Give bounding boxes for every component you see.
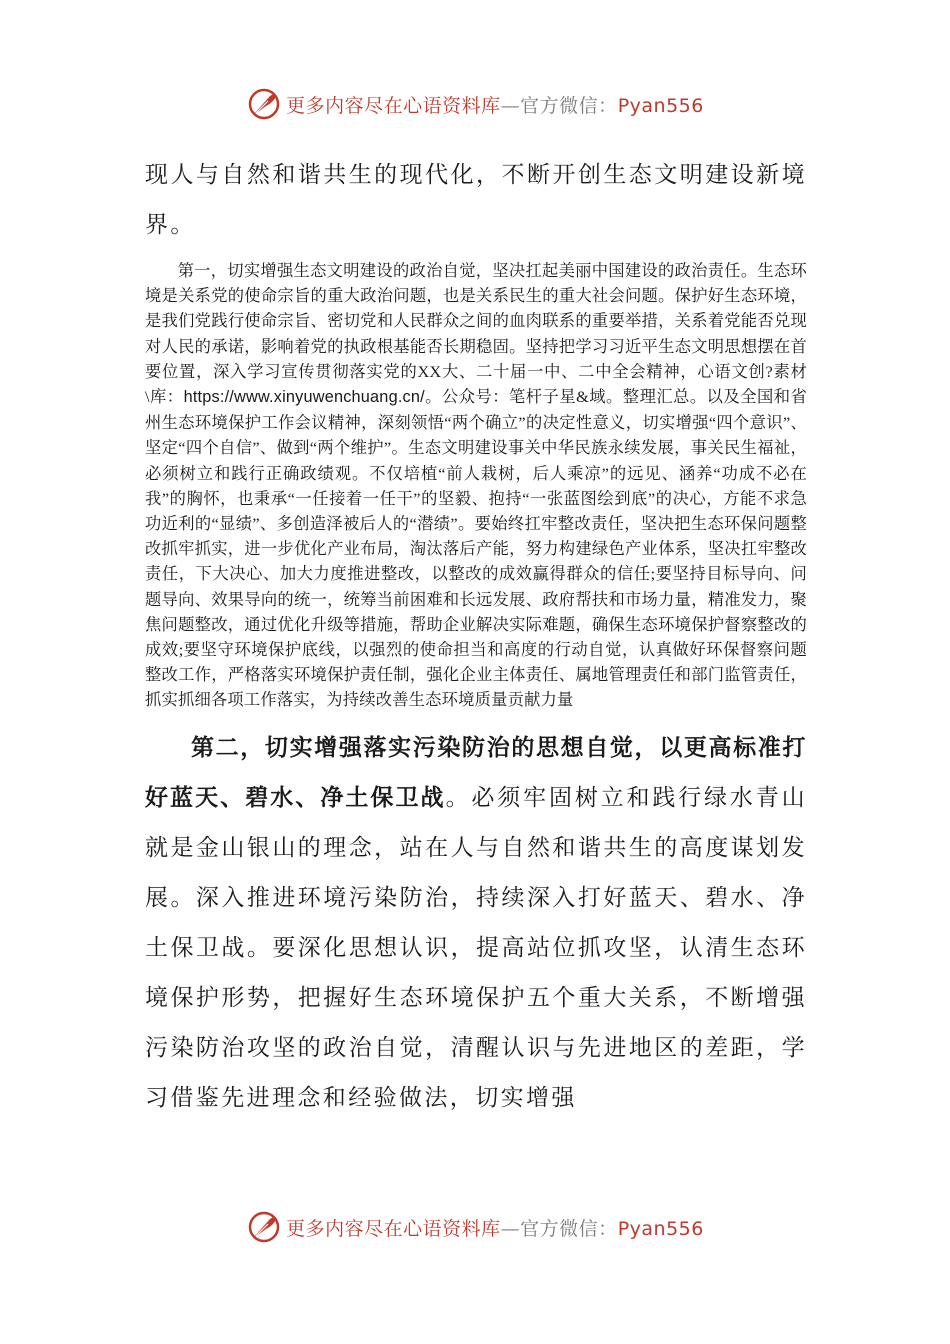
footer-watermark	[0, 1207, 950, 1247]
watermark-text: 更多内容尽在心语资料库—官方微信：Pyan556	[286, 94, 704, 117]
quill-logo-icon	[246, 86, 282, 122]
paragraph-first-point: 第一，切实增强生态文明建设的政治自觉，坚决扛起美丽中国建设的政治责任。生态环境是关系党的使命宗旨的重大政治问题，也是关系民生的重大社会问题。保护好生态环境，是我们党践行使命宗旨、密切党和人民群众之间的血肉联系的重要举措，关系着党能否兑现对人民的承诺，影响着党的执政根基能否长期稳固。坚持把学习习近平生态文明思想摆在首要位置，深入学习宣传贯彻落实党的XX大、二十届一中、二中全会精神，心语文创?素材\库：https://www.xinyuwenchuang.cn/。公众号：笔杆子星&域。整理汇总。以及全国和省州生态环境保护工作会议精神，深刻领悟“两个确立”的决定性意义，切实增强“四个意识”、坚定“四个自信”、做到“两个维护”。生态文明建设事关中华民族永续发展，事关民生福祉，必须树立和践行正确政绩观。不仅培植“前人栽树，后人乘凉”的远见、涵养“功成不必在我”的胸怀，也秉承“一任接着一任干”的坚毅、抱持“一张蓝图绘到底”的决心，方能不求急功近利的“显绩”、多创造泽被后人的“潜绩”。要始终扛牢整改责任，坚决把生态环保问题整改抓牢抓实，进一步优化产业布局，淘汰落后产能，努力构建绿色产业体系，坚决扛牢整改责任，下大决心、加大力度推进整改，以整改的成效赢得群众的信任;要坚持目标导向、问题导向、效果导向的统一，统筹当前困难和长远发展、政府帮扶和市场力量，精准发力，聚焦问题整改，通过优化升级等措施，帮助企业解决实际难题，确保生态环境保护督察整改的成效;要坚守环境保护底线，以强烈的使命担当和高度的行动自觉，认真做好环保督察问题整改工作，严格落实环境保护责任制，强化企业主体责任、属地管理责任和部门监管责任，抓实抓细各项工作落实，为持续改善生态环境质量贡献力量	[145, 261, 807, 710]
header-watermark	[0, 84, 950, 124]
document-body	[145, 150, 807, 1123]
source-url: https://www.xinyuwenchuang.cn/	[183, 388, 425, 407]
paragraph-continuation: 现人与自然和谐共生的现代化，不断开创生态文明建设新境界。	[145, 162, 807, 238]
quill-logo-icon	[246, 1209, 282, 1245]
paragraph-second-point: 第二，切实增强落实污染防治的思想自觉，以更高标准打好蓝天、碧水、净土保卫战。必须牢固树立和践行绿水青山就是金山银山的理念，站在人与自然和谐共生的高度谋划发展。深入推进环境污染防治，持续深入打好蓝天、碧水、净土保卫战。要深化思想认识，提高站位抓攻坚，认清生态环境保护形势，把握好生态环境保护五个重大关系，不断增强污染防治攻坚的政治自觉，清醒认识与先进地区的差距，学习借鉴先进理念和经验做法，切实增强	[145, 733, 807, 1111]
second-point-heading: 第二，切实增强落实污染防治的思想自觉，以更高标准打好蓝天、碧水、净土保卫战	[145, 733, 807, 811]
watermark-text: 更多内容尽在心语资料库—官方微信：Pyan556	[286, 1217, 704, 1240]
